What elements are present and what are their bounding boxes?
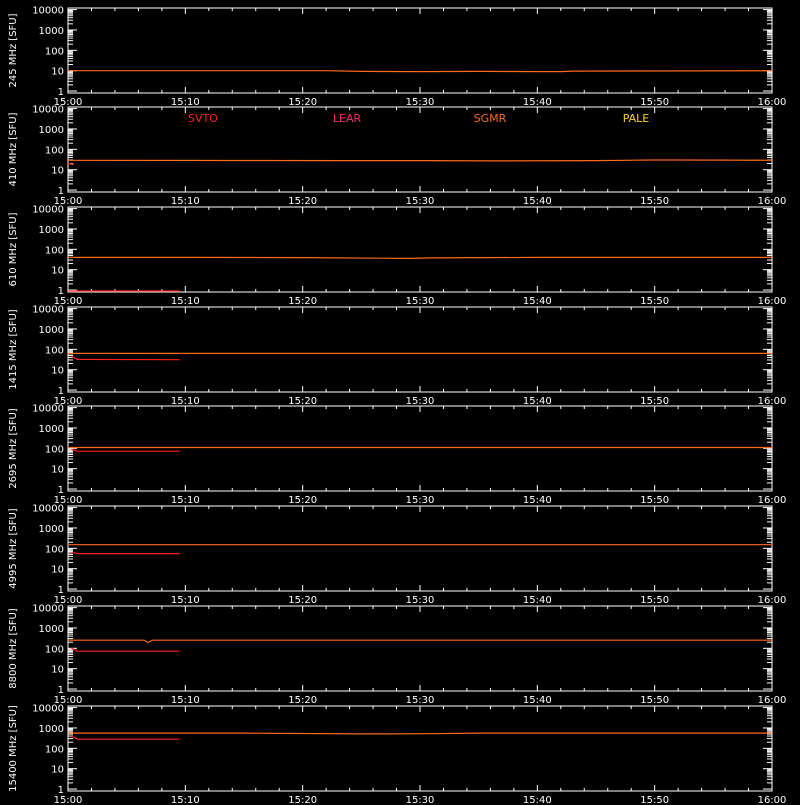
panel-frame [68, 606, 772, 691]
x-tick-label: 15:50 [640, 595, 670, 606]
series-line-svto [72, 736, 180, 739]
x-tick-label: 15:30 [405, 196, 435, 207]
y-tick-label: 100 [44, 444, 64, 456]
x-tick-label: 16:00 [757, 495, 787, 506]
y-axis-label: 245 MHz [SFU] [8, 13, 19, 88]
y-axis-label: 4995 MHz [SFU] [8, 508, 19, 589]
x-tick-label: 15:10 [170, 296, 200, 307]
x-tick-label: 15:10 [170, 396, 200, 407]
panel-frame [68, 506, 772, 591]
y-tick-label: 1000 [38, 623, 64, 635]
series-line-sgmr [68, 733, 772, 734]
x-tick-label: 15:40 [522, 396, 552, 407]
series-line-svto [72, 552, 180, 554]
y-tick-label: 10 [51, 365, 64, 377]
y-tick-label: 10000 [32, 304, 64, 316]
y-tick-label: 100 [44, 544, 64, 556]
x-tick-label: 15:00 [53, 296, 83, 307]
x-tick-label: 15:10 [170, 97, 200, 108]
y-tick-label: 10000 [32, 5, 64, 17]
y-tick-label: 10000 [32, 603, 64, 615]
x-tick-label: 15:30 [405, 595, 435, 606]
x-tick-label: 15:00 [53, 695, 83, 706]
y-tick-label: 10000 [32, 503, 64, 515]
x-tick-label: 15:10 [170, 595, 200, 606]
x-tick-label: 15:20 [288, 196, 318, 207]
y-tick-label: 10 [51, 764, 64, 776]
y-axis-label: 2695 MHz [SFU] [8, 408, 19, 489]
y-tick-label: 1 [57, 286, 64, 298]
y-tick-label: 1000 [38, 124, 64, 136]
x-tick-label: 15:40 [522, 595, 552, 606]
x-tick-label: 15:20 [288, 795, 318, 805]
y-tick-label: 10 [51, 66, 64, 78]
panel-frame [68, 207, 772, 292]
series-line-svto [72, 648, 180, 651]
x-tick-label: 15:20 [288, 296, 318, 307]
x-tick-label: 16:00 [757, 695, 787, 706]
y-axis-label: 410 MHz [SFU] [8, 112, 19, 187]
x-tick-label: 15:30 [405, 795, 435, 805]
x-tick-label: 15:50 [640, 296, 670, 307]
x-tick-label: 15:30 [405, 495, 435, 506]
x-tick-label: 15:40 [522, 296, 552, 307]
x-tick-label: 15:40 [522, 97, 552, 108]
x-tick-label: 15:20 [288, 595, 318, 606]
legend-label-sgmr: SGMR [473, 112, 507, 125]
y-tick-label: 10 [51, 564, 64, 576]
x-tick-label: 15:30 [405, 396, 435, 407]
x-tick-label: 15:00 [53, 97, 83, 108]
x-tick-label: 15:10 [170, 795, 200, 805]
x-tick-label: 15:30 [405, 695, 435, 706]
y-axis-label: 1415 MHz [SFU] [8, 309, 19, 390]
y-tick-label: 1 [57, 386, 64, 398]
panel-frame [68, 706, 772, 791]
y-tick-label: 1000 [38, 25, 64, 37]
series-line-svto [72, 356, 180, 359]
series-line-sgmr [68, 257, 772, 258]
y-tick-label: 10 [51, 165, 64, 177]
x-tick-label: 15:40 [522, 495, 552, 506]
x-tick-label: 15:50 [640, 196, 670, 207]
x-tick-label: 16:00 [757, 296, 787, 307]
x-tick-label: 16:00 [757, 196, 787, 207]
x-tick-label: 16:00 [757, 97, 787, 108]
y-tick-label: 100 [44, 145, 64, 157]
x-tick-label: 15:40 [522, 795, 552, 805]
y-tick-label: 1000 [38, 324, 64, 336]
x-tick-label: 15:50 [640, 495, 670, 506]
x-tick-label: 15:20 [288, 695, 318, 706]
y-tick-label: 1000 [38, 224, 64, 236]
x-tick-label: 15:00 [53, 595, 83, 606]
x-tick-label: 15:00 [53, 495, 83, 506]
y-tick-label: 1 [57, 186, 64, 198]
x-tick-label: 15:00 [53, 196, 83, 207]
legend-label-pale: PALE [622, 112, 650, 125]
x-tick-label: 15:00 [53, 396, 83, 407]
x-tick-label: 15:10 [170, 495, 200, 506]
x-tick-label: 16:00 [757, 595, 787, 606]
y-tick-label: 100 [44, 245, 64, 257]
series-line-sgmr [68, 640, 772, 642]
y-axis-label: 8800 MHz [SFU] [8, 608, 19, 689]
y-tick-label: 1000 [38, 523, 64, 535]
y-tick-label: 100 [44, 744, 64, 756]
series-line-sgmr [68, 71, 772, 72]
panel-frame [68, 8, 772, 93]
x-tick-label: 15:30 [405, 97, 435, 108]
series-line-svto [68, 164, 74, 165]
y-tick-label: 100 [44, 644, 64, 656]
x-tick-label: 16:00 [757, 396, 787, 407]
x-tick-label: 15:00 [53, 795, 83, 805]
legend-label-lear: LEAR [332, 112, 362, 125]
panel-frame [68, 107, 772, 192]
x-tick-label: 15:20 [288, 495, 318, 506]
y-tick-label: 1 [57, 785, 64, 797]
y-tick-label: 1000 [38, 723, 64, 735]
x-tick-label: 15:50 [640, 396, 670, 407]
y-tick-label: 1 [57, 485, 64, 497]
panel-frame [68, 406, 772, 491]
x-tick-label: 16:00 [757, 795, 787, 805]
y-tick-label: 10 [51, 265, 64, 277]
x-tick-label: 15:20 [288, 396, 318, 407]
y-tick-label: 10000 [32, 703, 64, 715]
y-tick-label: 1 [57, 685, 64, 697]
y-tick-label: 10 [51, 664, 64, 676]
legend-label-svto: SVTO [188, 112, 218, 125]
panel-frame [68, 307, 772, 392]
y-axis-label: 610 MHz [SFU] [8, 212, 19, 287]
y-tick-label: 10000 [32, 403, 64, 415]
y-tick-label: 1000 [38, 423, 64, 435]
series-line-sgmr [68, 160, 772, 161]
x-tick-label: 15:40 [522, 695, 552, 706]
x-tick-label: 15:40 [522, 196, 552, 207]
series-line-svto [72, 449, 180, 451]
x-tick-label: 15:50 [640, 97, 670, 108]
x-tick-label: 15:10 [170, 695, 200, 706]
y-axis-label: 15400 MHz [SFU] [8, 705, 19, 792]
x-tick-label: 15:50 [640, 795, 670, 805]
x-tick-label: 15:10 [170, 196, 200, 207]
x-tick-label: 15:30 [405, 296, 435, 307]
x-tick-label: 15:50 [640, 695, 670, 706]
y-tick-label: 1 [57, 87, 64, 99]
y-tick-label: 10000 [32, 204, 64, 216]
y-tick-label: 1 [57, 585, 64, 597]
y-tick-label: 10000 [32, 104, 64, 116]
y-tick-label: 10 [51, 464, 64, 476]
y-tick-label: 100 [44, 46, 64, 58]
y-tick-label: 100 [44, 345, 64, 357]
x-tick-label: 15:20 [288, 97, 318, 108]
